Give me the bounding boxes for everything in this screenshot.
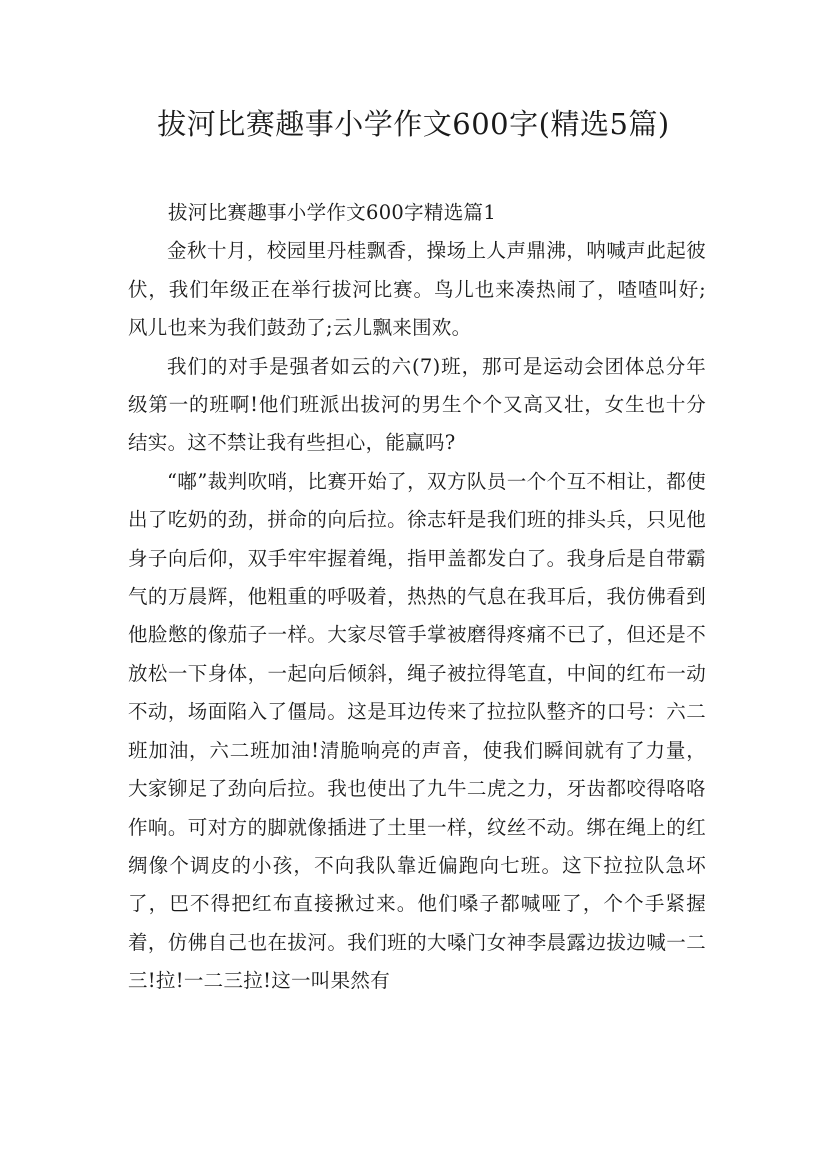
- paragraph-3: “嘟”裁判吹哨，比赛开始了，双方队员一个个互不相让，都使出了吃奶的劲，拼命的向后拉。徐志轩是我们班的排头兵，只见他身子向后仰，双手牢牢握着绳，指甲盖都发白了。我身后是自带霸气的万晨辉，他粗重的呼吸着，热热的气息在我耳后，我仿佛看到他脸憋的像茄子一样。大家尽管手掌被磨得疼痛不已了，但还是不放松一下身体，一起向后倾斜，绳子被拉得笔直，中间的红布一动不动，场面陷入了僵局。这是耳边传来了拉拉队整齐的口号：六二班加油，六二班加油!清脆响亮的声音，使我们瞬间就有了力量，大家铆足了劲向后拉。我也使出了九牛二虎之力，牙齿都咬得咯咯作响。可对方的脚就像插进了土里一样，纹丝不动。绑在绳上的红绸像个调皮的小孩，不向我队靠近偏跑向七班。这下拉拉队急坏了，巴不得把红布直接揪过来。他们嗓子都喊哑了，个个手紧握着，仿佛自己也在拔河。我们班的大嗓门女神李晨露边拔边喊一二三!拉!一二三拉!这一叫果然有: [128, 469, 706, 993]
- paragraph-1: 金秋十月，校园里丹桂飘香，操场上人声鼎沸，呐喊声此起彼伏，我们年级正在举行拔河比赛。鸟儿也来凑热闹了，喳喳叫好;风儿也来为我们鼓劲了;云儿飘来围欢。: [128, 239, 706, 340]
- document-body: [128, 194, 706, 1001]
- paragraph-2: 我们的对手是强者如云的六(7)班，那可是运动会团体总分年级第一的班啊!他们班派出拔河的男生个个又高又壮，女生也十分结实。这不禁让我有些担心，能赢吗?: [128, 354, 706, 455]
- section-heading: 拔河比赛趣事小学作文600字精选篇1: [168, 201, 497, 224]
- document-title: 拔河比赛趣事小学作文600字(精选5篇): [157, 107, 670, 141]
